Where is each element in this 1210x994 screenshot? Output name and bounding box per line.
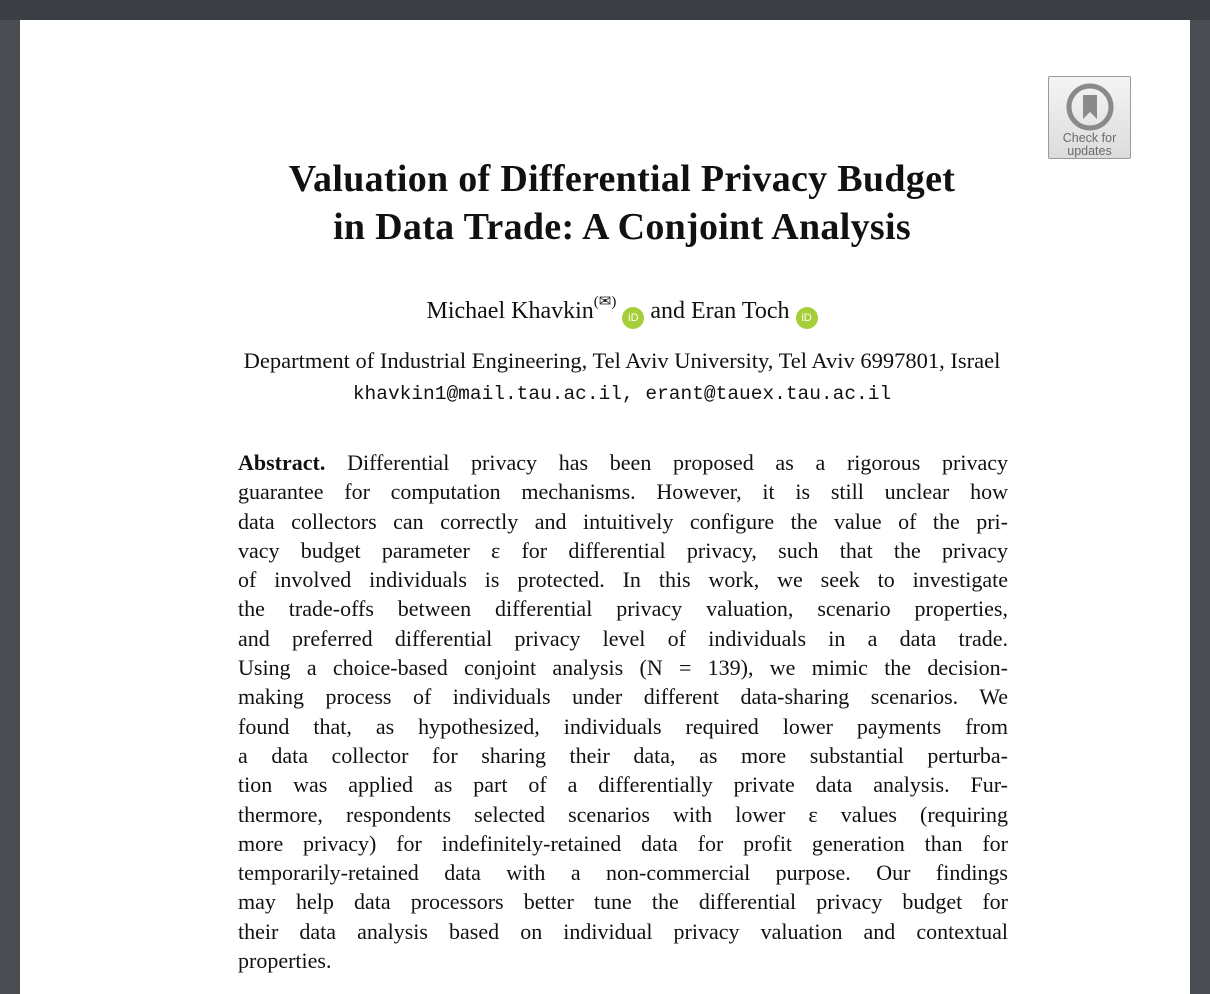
- abstract-label: Abstract.: [238, 450, 326, 475]
- author-emails: [20, 380, 1190, 408]
- abstract-line: the trade-offs between differential privacy valuation, scenario properties,: [238, 596, 1008, 622]
- abstract-line: data collectors can correctly and intuitively configure the value of the pri-: [238, 508, 1008, 534]
- orcid-icon-author-1[interactable]: iD: [622, 307, 644, 329]
- abstract-line: thermore, respondents selected scenarios with lower ε values (requiring: [238, 801, 1008, 827]
- author-list: [20, 287, 1190, 329]
- paper-title: [20, 155, 1190, 251]
- abstract-line: properties.: [238, 948, 332, 974]
- viewer-top-bar: [0, 0, 1210, 20]
- badge-line-2: updates: [1067, 144, 1112, 158]
- abstract-line: their data analysis based on individual privacy valuation and contextual: [238, 918, 1008, 944]
- orcid-icon-author-2[interactable]: iD: [796, 307, 818, 329]
- abstract-line: making process of individuals under different data-sharing scenarios. We: [238, 684, 1008, 710]
- abstract-line: a data collector for sharing their data, as more substantial perturba-: [238, 742, 1008, 768]
- title-line-1: Valuation of Differential Privacy Budget: [288, 158, 956, 200]
- email-separator: ,: [622, 383, 646, 405]
- abstract-line: found that, as hypothesized, individuals required lower payments from: [238, 713, 1008, 739]
- affiliation: Department of Industrial Engineering, Tel Aviv University, Tel Aviv 6997801, Israel: [243, 348, 1001, 373]
- abstract-line: more privacy) for indefinitely-retained data for profit generation than for: [238, 830, 1008, 856]
- author-1: Michael Khavkin: [426, 298, 594, 324]
- title-line-2: in Data Trade: A Conjoint Analysis: [333, 206, 911, 248]
- author-separator: and: [644, 298, 691, 324]
- abstract-line: Using a choice-based conjoint analysis (N = 139), we mimic the decision-: [238, 655, 1008, 681]
- abstract-line: Abstract. Differential privacy has been proposed as a rigorous privacy: [238, 450, 1008, 475]
- author-2: Eran Toch: [691, 298, 790, 324]
- pdf-page: [20, 20, 1190, 994]
- email-link-1[interactable]: khavkin1@mail.tau.ac.il: [352, 383, 622, 405]
- abstract-line: temporarily-retained data with a non-commercial purpose. Our findings: [238, 860, 1008, 886]
- abstract-line: guarantee for computation mechanisms. However, it is still unclear how: [238, 479, 1008, 505]
- abstract-line: tion was applied as part of a differentially private data analysis. Fur-: [238, 772, 1008, 798]
- abstract-line: of involved individuals is protected. In this work, we seek to investigate: [238, 567, 1008, 593]
- bookmark-ribbon-icon: [1066, 83, 1114, 131]
- abstract-line: and preferred differential privacy level of individuals in a data trade.: [238, 625, 1008, 651]
- email-link-2[interactable]: erant@tauex.tau.ac.il: [645, 383, 892, 405]
- abstract: [238, 448, 1008, 975]
- badge-line-1: Check for: [1062, 131, 1117, 145]
- corresponding-author-mail-icon: (✉): [593, 294, 617, 310]
- abstract-line: may help data processors better tune the differential privacy budget for: [238, 889, 1008, 915]
- abstract-line: vacy budget parameter ε for differential privacy, such that the privacy: [238, 537, 1008, 563]
- check-for-updates-badge[interactable]: [1048, 76, 1131, 159]
